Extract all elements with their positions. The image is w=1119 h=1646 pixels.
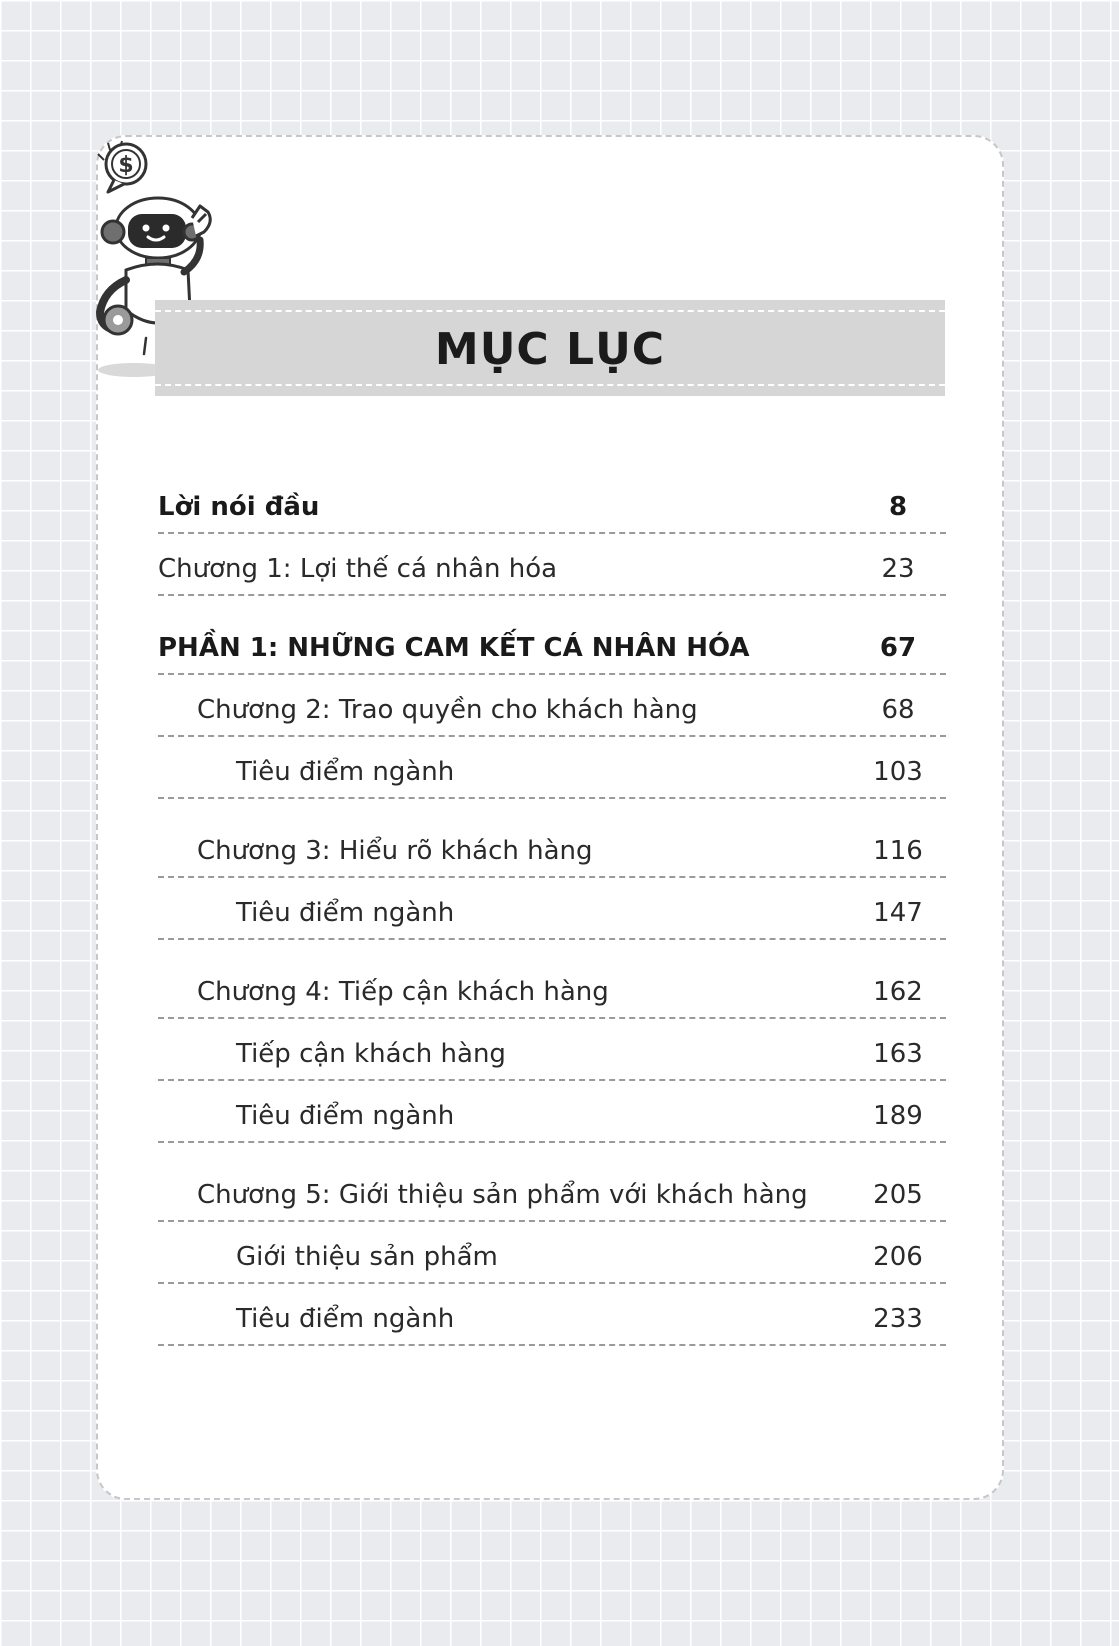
toc-entry [158,1284,946,1346]
toc-entry-page: 23 [881,554,915,584]
toc-entry-label: Giới thiệu sản phẩm [236,1242,498,1272]
toc-entry-label: Tiêu điểm ngành [236,1304,455,1334]
toc-entry-label: Tiêu điểm ngành [236,898,455,928]
banner-bottom-dash [155,384,945,386]
toc-entry-label: PHẦN 1: NHỮNG CAM KẾT CÁ NHÂN HÓA [158,633,750,663]
banner-top-dash [155,310,945,312]
toc-entry-page: 206 [873,1242,923,1272]
toc-entry-page: 205 [873,1180,923,1210]
toc-entry-page: 116 [873,836,923,866]
toc-entry [158,799,946,878]
toc-entry-label: Lời nói đầu [158,492,320,522]
toc-entry [158,474,946,534]
toc-entry [158,1081,946,1143]
toc-entry-label: Tiếp cận khách hàng [236,1039,506,1069]
toc-entry-page: 162 [873,977,923,1007]
toc-entry-label: Tiêu điểm ngành [236,1101,455,1131]
dollar-bubble-icon [98,141,146,192]
toc-entry-label: Chương 3: Hiểu rõ khách hàng [197,836,593,866]
toc-entry [158,878,946,940]
svg-text:$: $ [118,153,134,178]
table-of-contents [158,474,946,1346]
toc-entry-page: 233 [873,1304,923,1334]
toc-entry-label: Chương 4: Tiếp cận khách hàng [197,977,609,1007]
toc-entry [158,1019,946,1081]
toc-entry [158,1222,946,1284]
toc-entry [158,675,946,737]
toc-entry [158,534,946,596]
title-banner [155,300,945,396]
toc-entry-page: 189 [873,1101,923,1131]
toc-entry-page: 8 [888,492,908,522]
toc-entry-label: Chương 5: Giới thiệu sản phẩm với khách hàng [197,1180,808,1210]
toc-entry [158,596,946,675]
toc-entry [158,1143,946,1222]
toc-entry [158,737,946,799]
toc-entry-page: 147 [873,898,923,928]
toc-entry-label: Tiêu điểm ngành [236,757,455,787]
toc-entry-page: 163 [873,1039,923,1069]
toc-entry-page: 67 [879,633,917,663]
page-title: MỤC LỤC [434,324,666,375]
toc-entry-label: Chương 1: Lợi thế cá nhân hóa [158,554,558,584]
toc-entry-page: 68 [881,695,915,725]
toc-entry-label: Chương 2: Trao quyền cho khách hàng [197,695,698,725]
toc-entry [158,940,946,1019]
toc-entry-page: 103 [873,757,923,787]
